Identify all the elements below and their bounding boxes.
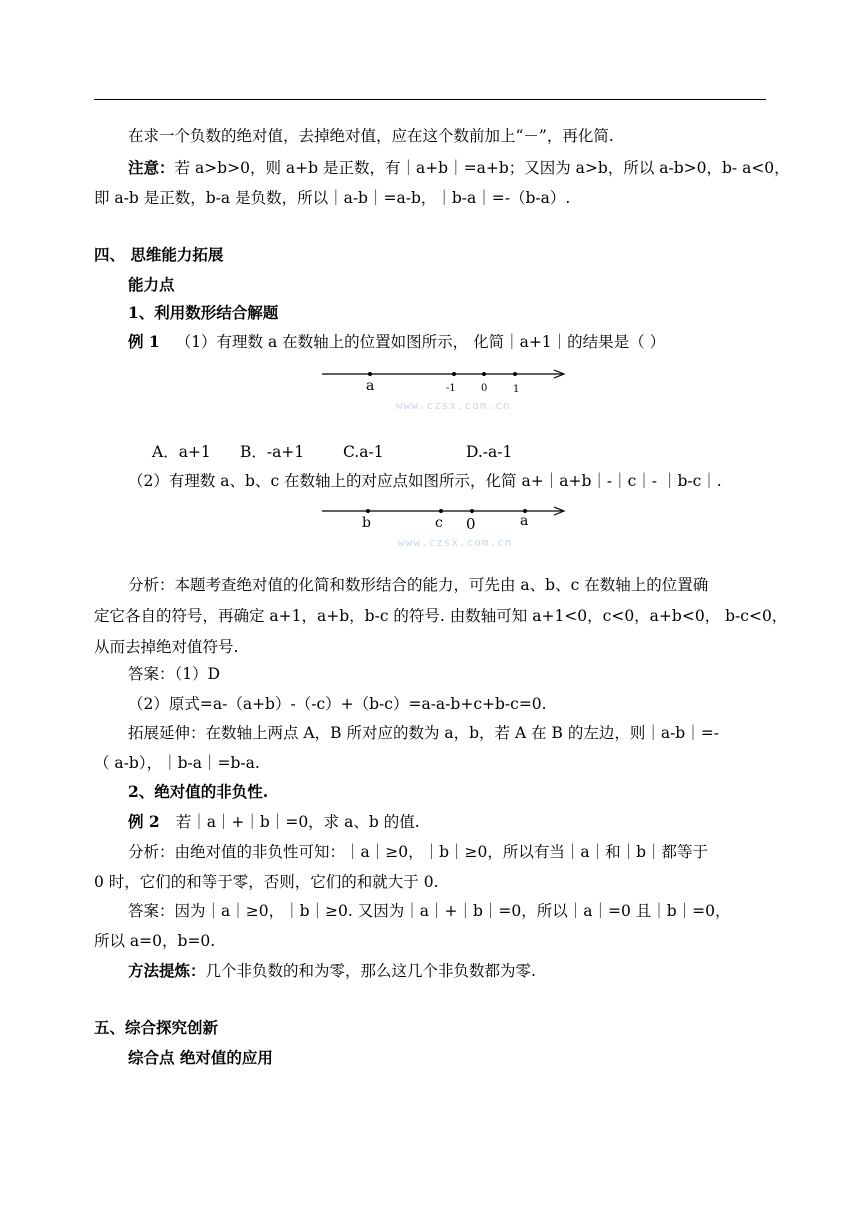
number-line-1: [318, 362, 570, 412]
axis1-point-1: [513, 372, 517, 376]
option-d: D.-a-1: [466, 443, 513, 461]
axis2-label-b: b: [362, 515, 371, 531]
method-line: [128, 961, 536, 981]
section4-heading: 四、 思维能力拓展: [94, 245, 224, 264]
axis2-label-c: c: [435, 515, 443, 531]
example2-answer-2: 所以 a=0，b=0.: [94, 932, 216, 950]
example2-label: 例 2: [128, 812, 160, 831]
axis2-label-a: a: [520, 513, 529, 529]
section5-sub: 综合点 绝对值的应用: [128, 1048, 273, 1067]
header-rule: [94, 99, 766, 100]
analysis-line-1: 分析：本题考查绝对值的化简和数形结合的能力，可先由 a、b、c 在数轴上的位置确: [128, 576, 709, 594]
example1-part2: （2）有理数 a、b、c 在数轴上的对应点如图所示，化简 a+｜a+b｜-｜c｜- ｜b-c｜.: [128, 472, 722, 490]
axis1-point-a: [368, 372, 372, 376]
example2-answer-1: 答案：因为｜a｜≥0，｜b｜≥0. 又因为｜a｜+｜b｜=0，所以｜a｜=0 且｜b｜=0，: [128, 902, 731, 920]
note-label: 注意：: [128, 158, 175, 177]
axis1-point-minus1: [452, 372, 456, 376]
extend-line-2: （ a-b），｜b-a｜=b-a.: [94, 754, 260, 772]
axis2-point-b: [366, 509, 370, 513]
note-text: 若 a>b>0，则 a+b 是正数，有｜a+b｜=a+b；又因为 a>b，所以 a-b>0，b- a<0，: [174, 159, 790, 177]
example2-line: [128, 812, 420, 832]
answer-line-1: 答案：（1）D: [128, 665, 221, 683]
point2-heading: 2、绝对值的非负性.: [128, 782, 269, 801]
option-c: C.a-1: [343, 443, 384, 461]
intro-line-3: 即 a-b 是正数，b-a 是负数，所以｜a-b｜=a-b，｜b-a｜=-（b-a）.: [94, 189, 571, 207]
axis2-point-0: [470, 509, 474, 513]
example2-analysis-1: 分析：由绝对值的非负性可知：｜a｜≥0，｜b｜≥0，所以有当｜a｜和｜b｜都等于: [128, 843, 709, 861]
axis1-label-minus1: -1: [446, 383, 456, 394]
example1-text: （1）有理数 a 在数轴上的位置如图所示， 化简｜a+1｜的结果是（ ）: [175, 333, 666, 351]
method-label: 方法提炼：: [128, 961, 206, 980]
example2-analysis-2: 0 时，它们的和等于零，否则，它们的和就大于 0.: [94, 873, 439, 891]
axis2-watermark: www.czsx.com.cn: [398, 536, 513, 549]
intro-line-1: 在求一个负数的绝对值，去掉绝对值，应在这个数前加上“－”，再化简.: [128, 127, 614, 145]
axis1-label-1: 1: [513, 384, 520, 395]
axis1-watermark: www.czsx.com.cn: [396, 399, 511, 412]
point1-heading: 1、利用数形结合解题: [128, 303, 279, 322]
extend-line-1: 拓展延伸：在数轴上两点 A，B 所对应的数为 a，b，若 A 在 B 的左边，则｜a-b｜=-: [128, 724, 719, 742]
axis1-label-0: 0: [481, 383, 488, 394]
example1-line: [128, 332, 665, 352]
method-text: 几个非负数的和为零，那么这几个非负数都为零.: [205, 962, 536, 980]
example1-label: 例 1: [128, 332, 160, 351]
axis1-label-a: a: [366, 378, 375, 394]
axis2-label-0: 0: [466, 515, 476, 533]
section5-heading: 五、综合探究创新: [94, 1018, 219, 1037]
option-b: B．-a+1: [240, 443, 305, 461]
note-line: [128, 158, 790, 178]
axis2-point-c: [439, 509, 443, 513]
number-line-2: [318, 498, 570, 550]
option-a: A．a+1: [152, 443, 211, 461]
analysis-line-2: 定它各自的符号，再确定 a+1，a+b，b-c 的符号. 由数轴可知 a+1<0，c<0，a+b<0， b-c<0，: [94, 607, 788, 625]
section4-sub: 能力点: [128, 275, 175, 294]
example2-text: 若｜a｜+｜b｜=0，求 a、b 的值.: [175, 813, 420, 831]
analysis-line-3: 从而去掉绝对值符号.: [94, 638, 239, 656]
axis1-point-0: [482, 372, 486, 376]
answer-line-2: （2）原式=a-（a+b）-（-c）+（b-c）=a-a-b+c+b-c=0.: [128, 695, 547, 713]
